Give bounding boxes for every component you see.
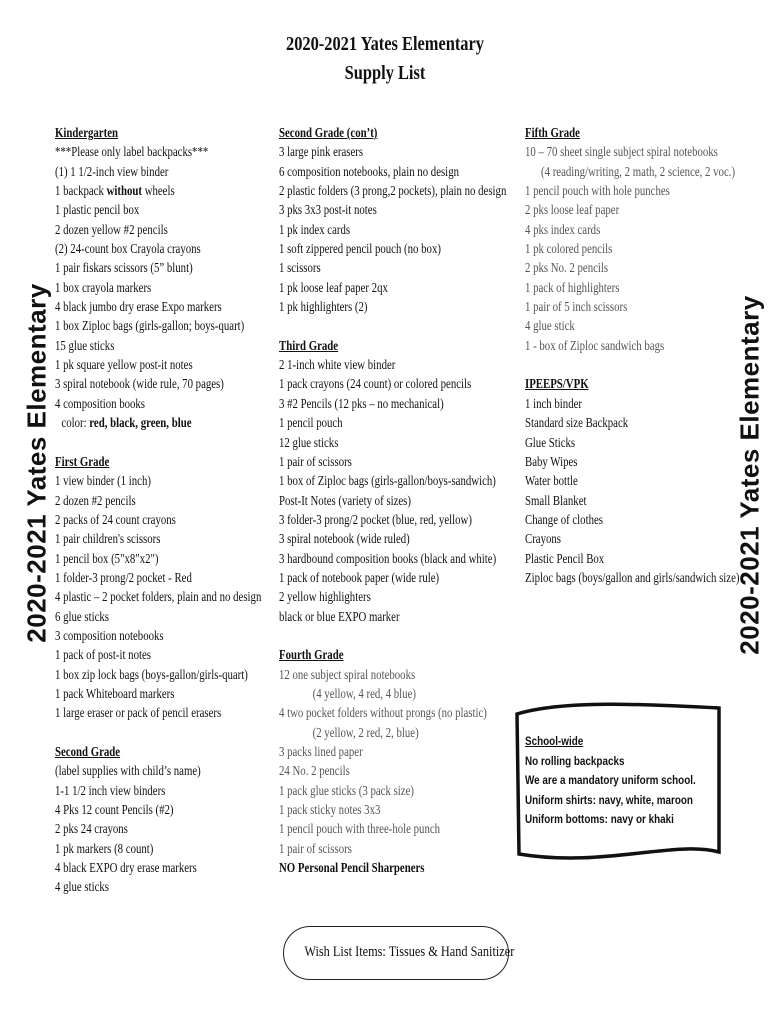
list-item: Ziploc bags (boys/gallon and girls/sandwich size): [525, 569, 740, 585]
list-item: (4 reading/writing, 2 math, 2 science, 2 voc.): [541, 163, 736, 179]
list-item: 4 glue sticks: [55, 879, 109, 895]
list-item: ***Please only label backpacks***: [55, 144, 209, 160]
list-item: Baby Wipes: [525, 453, 578, 469]
list-item: 1 box zip lock bags (boys-gallon/girls-quart): [55, 666, 248, 682]
list-item: 4 black EXPO dry erase markers: [55, 860, 197, 876]
list-item: (2 yellow, 2 red, 2, blue): [312, 724, 419, 740]
column-right: [525, 123, 770, 587]
list-item: [55, 413, 261, 432]
list-item: 2 packs of 24 count crayons: [55, 511, 176, 527]
list-item: 2 1-inch white view binder: [279, 357, 396, 373]
list-item: 1 pk square yellow post-it notes: [55, 357, 193, 373]
fourth-grade-heading: Fourth Grade: [279, 647, 344, 663]
list-item: 4 glue stick: [525, 318, 575, 334]
list-item: Uniform bottoms: navy or khaki: [525, 814, 674, 826]
third-grade-heading: Third Grade: [279, 337, 339, 353]
list-item: 1 pack of post-it notes: [55, 647, 151, 663]
list-item: 1 pack glue sticks (3 pack size): [279, 782, 414, 798]
list-item: 1 pk colored pencils: [525, 241, 613, 257]
fifth-grade-heading: Fifth Grade: [525, 125, 580, 140]
list-item: 10 – 70 sheet single subject spiral notebooks: [525, 144, 718, 160]
list-item: 3 composition notebooks: [55, 627, 164, 643]
list-item: 1 pack of notebook paper (wide rule): [279, 569, 440, 585]
list-item: 4 Pks 12 count Pencils (#2): [55, 802, 174, 818]
list-item: 12 one subject spiral notebooks: [279, 666, 416, 682]
list-item: 1 pk highlighters (2): [279, 299, 368, 315]
list-item: 1 pack Whiteboard markers: [55, 685, 175, 701]
list-item: 1 pk markers (8 count): [55, 840, 154, 856]
first-grade-heading: First Grade: [55, 453, 110, 469]
side-banner-left-text: 2020-2021 Yates Elementary: [21, 283, 52, 643]
list-item: 1 pair of scissors: [279, 453, 352, 469]
list-item: Glue Sticks: [525, 434, 576, 450]
column-left: [55, 123, 313, 897]
list-item: 2 plastic folders (3 prong,2 pockets), plain no design: [279, 183, 507, 199]
list-item: 1 pack of highlighters: [525, 279, 620, 295]
list-item: 1 pencil pouch with three-hole punch: [279, 821, 441, 837]
list-item: Uniform shirts: navy, white, maroon: [525, 794, 693, 807]
list-item: 2 dozen yellow #2 pencils: [55, 221, 168, 237]
list-item: 4 two pocket folders without prongs (no plastic): [279, 705, 487, 721]
color-label: color:: [61, 415, 90, 431]
list-item: 24 No. 2 pencils: [279, 763, 350, 779]
kindergarten-heading: Kindergarten: [55, 125, 118, 140]
list-item: 1 inch binder: [525, 395, 582, 411]
list-item: 4 pks index cards: [525, 221, 601, 237]
list-item: 1 soft zippered pencil pouch (no box): [279, 241, 441, 257]
list-item: (2) 24-count box Crayola crayons: [55, 241, 201, 257]
list-item: (4 yellow, 4 red, 4 blue): [312, 685, 416, 701]
list-item: 1 box of Ziploc bags (girls-gallon/boys-sandwich): [279, 473, 496, 489]
backpack-tail: wheels: [141, 183, 175, 199]
list-item: 3 packs lined paper: [279, 744, 363, 759]
list-item: 6 composition notebooks, plain no design: [279, 163, 459, 179]
title-line-2: Supply List: [344, 62, 426, 84]
list-item: 1 pk index cards: [279, 221, 351, 237]
list-item: Change of clothes: [525, 511, 603, 527]
title-line-1: 2020-2021 Yates Elementary: [286, 33, 484, 55]
list-item: 1 folder-3 prong/2 pocket - Red: [55, 569, 192, 585]
list-item: We are a mandatory uniform school.: [525, 775, 696, 787]
list-item: black or blue EXPO marker: [279, 608, 400, 624]
list-item: 1 scissors: [279, 260, 321, 276]
list-item: 15 glue sticks: [55, 337, 115, 353]
list-item: 1 pair children's scissors: [55, 531, 161, 547]
list-item: 1 pair of scissors: [279, 840, 352, 856]
list-item: 6 glue sticks: [55, 608, 109, 624]
list-item: 4 plastic – 2 pocket folders, plain and no design: [55, 589, 262, 605]
second-grade-cont-heading: Second Grade (con’t): [279, 125, 378, 140]
list-item: 4 black jumbo dry erase Expo markers: [55, 299, 222, 315]
list-item: (1) 1 1/2-inch view binder: [55, 163, 169, 179]
list-item: NO Personal Pencil Sharpeners: [279, 860, 425, 876]
page-title: [69, 30, 700, 88]
list-item: Crayons: [525, 531, 561, 547]
list-item: 1 box crayola markers: [55, 279, 152, 295]
list-item: 1 large eraser or pack of pencil erasers: [55, 705, 222, 721]
list-item: 2 dozen #2 pencils: [55, 492, 136, 508]
ipeeps-vpk-heading: IPEEPS/VPK: [525, 376, 589, 392]
backpack-emphasis: without: [106, 183, 142, 199]
list-item: 3 pks 3x3 post-it notes: [279, 202, 377, 218]
list-item: Plastic Pencil Box: [525, 550, 605, 566]
list-item: Small Blanket: [525, 492, 587, 508]
backpack-text: 1 backpack: [55, 183, 107, 199]
list-item: 2 yellow highlighters: [279, 589, 371, 605]
list-item: 3 folder-3 prong/2 pocket (blue, red, yellow): [279, 511, 472, 527]
school-wide-text: [525, 733, 724, 831]
list-item: 2 pks 24 crayons: [55, 821, 128, 837]
list-item: 1 pencil pouch with hole punches: [525, 183, 670, 199]
second-grade-heading: Second Grade: [55, 744, 121, 759]
list-item: 1 view binder (1 inch): [55, 473, 151, 489]
wish-list-text: Wish List Items: Tissues & Hand Sanitizer: [304, 944, 515, 960]
list-item: 1 pair of 5 inch scissors: [525, 299, 628, 315]
list-item: 1 pencil pouch: [279, 415, 343, 431]
list-item: 12 glue sticks: [279, 434, 339, 450]
list-item: 3 #2 Pencils (12 pks – no mechanical): [279, 395, 444, 411]
list-item: 3 hardbound composition books (black and white): [279, 550, 497, 566]
list-item: Standard size Backpack: [525, 415, 629, 431]
color-value: red, black, green, blue: [89, 415, 192, 431]
school-wide-heading: School-wide: [525, 736, 584, 748]
list-item: 1-1 1/2 inch view binders: [55, 782, 166, 798]
list-item: 1 pack crayons (24 count) or colored pencils: [279, 376, 472, 392]
list-item: 2 pks loose leaf paper: [525, 202, 620, 218]
list-item: (label supplies with child’s name): [55, 763, 201, 779]
list-item: Post-It Notes (variety of sizes): [279, 492, 411, 508]
list-item: 1 box Ziploc bags (girls-gallon; boys-quart): [55, 318, 245, 334]
list-item: 1 pencil box (5"x8"x2"): [55, 550, 159, 566]
list-item: 1 pack sticky notes 3x3: [279, 802, 381, 818]
wish-list-box: [283, 926, 515, 980]
list-item: 1 pair fiskars scissors (5” blunt): [55, 260, 193, 276]
school-wide-box: [513, 700, 723, 860]
list-item: 2 pks No. 2 pencils: [525, 260, 609, 276]
list-item: No rolling backpacks: [525, 755, 625, 768]
list-item: 1 plastic pencil box: [55, 202, 140, 218]
list-item: 3 large pink erasers: [279, 144, 364, 160]
list-item: 1 - box of Ziploc sandwich bags: [525, 337, 665, 353]
list-item: [55, 181, 261, 200]
list-item: 3 spiral notebook (wide rule, 70 pages): [55, 376, 224, 392]
list-item: Water bottle: [525, 473, 578, 489]
side-banner-right-text: 2020-2021 Yates Elementary: [734, 295, 765, 655]
list-item: 4 composition books: [55, 395, 146, 411]
list-item: 3 spiral notebook (wide ruled): [279, 531, 410, 547]
list-item: 1 pk loose leaf paper 2qx: [279, 279, 388, 295]
